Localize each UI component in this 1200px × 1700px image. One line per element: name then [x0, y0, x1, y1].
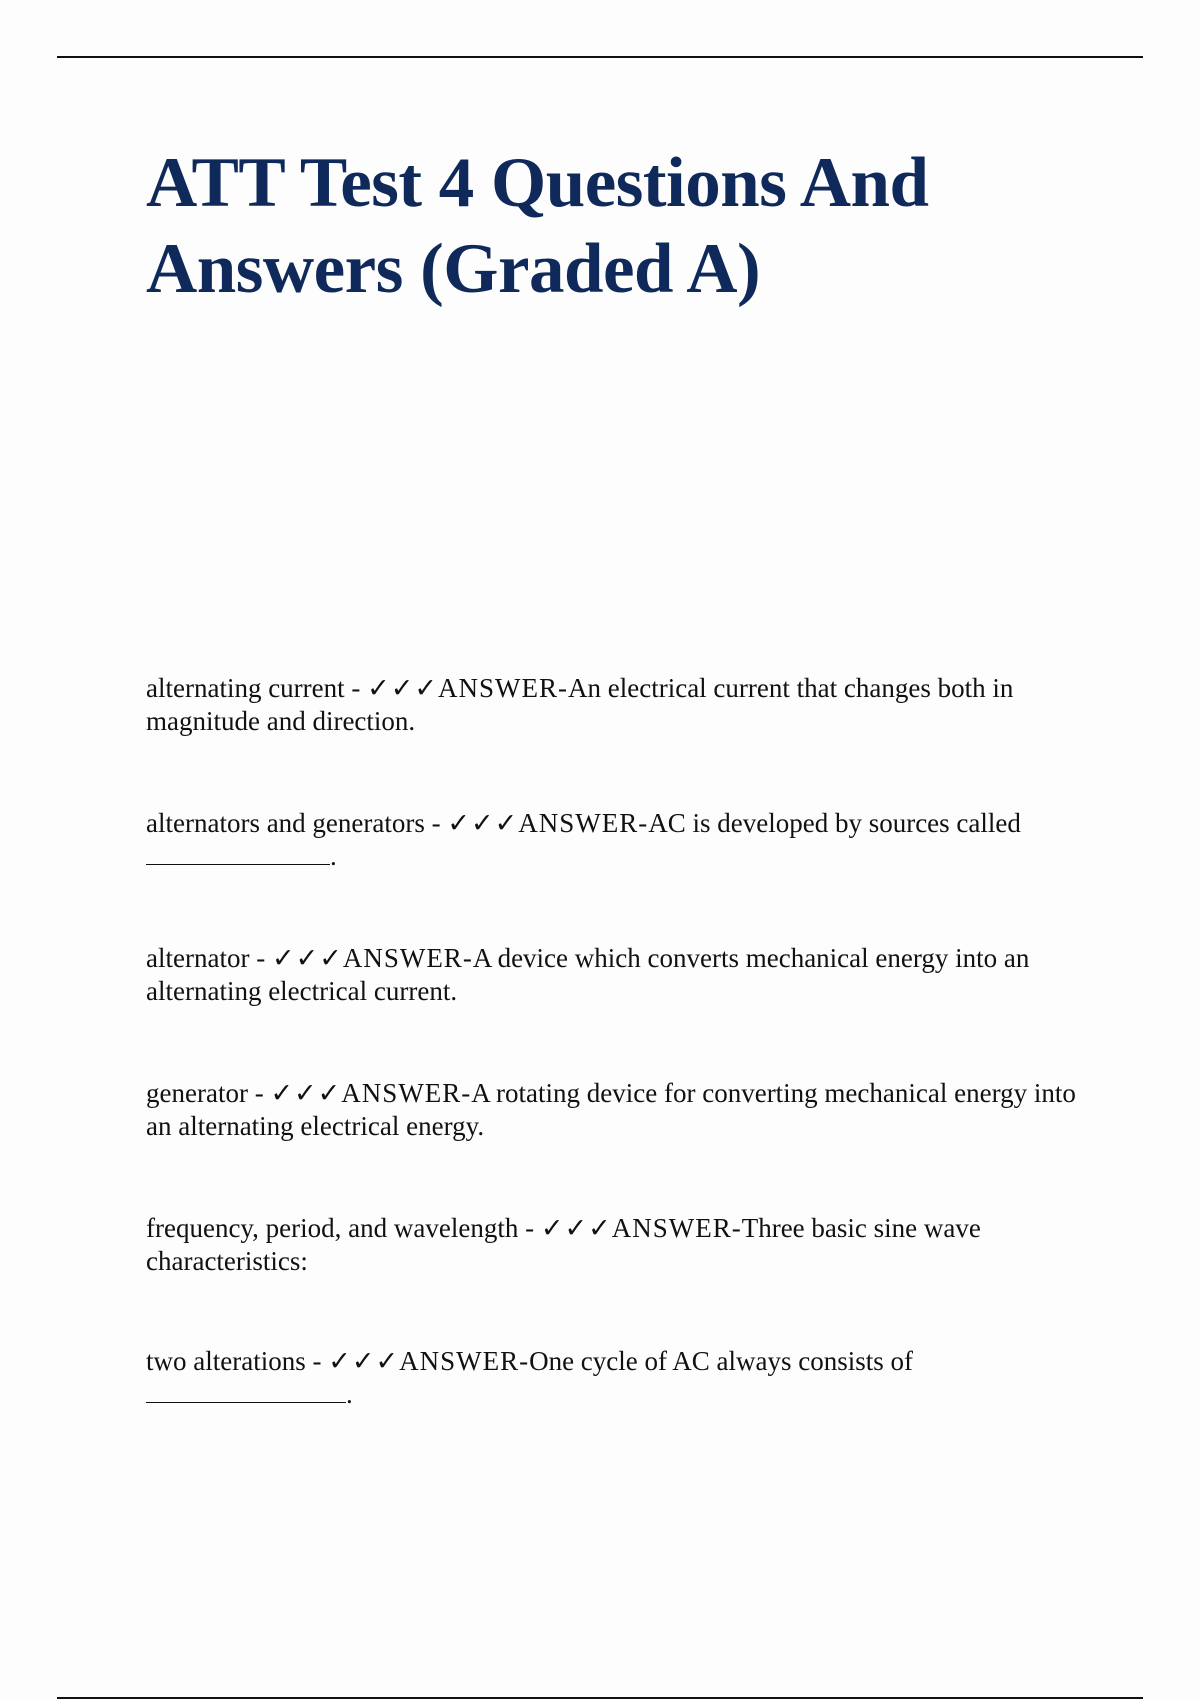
fill-in-blank	[146, 842, 330, 865]
qa-item-alternating-current: alternating current - ✓✓✓ANSWER-An electrical current that changes both in magnitude and direction.	[146, 673, 1014, 736]
qa-answer: One cycle of AC always consists of	[529, 1346, 913, 1376]
answer-marker: ✓✓✓ANSWER-	[540, 1213, 742, 1243]
document-title: ATT Test 4 Questions And Answers (Graded A)	[146, 144, 929, 308]
qa-item-generator: generator - ✓✓✓ANSWER-A rotating device for converting mechanical energy into an alternating electrical energy.	[146, 1078, 1076, 1141]
qa-term: alternator	[146, 943, 250, 973]
qa-suffix: .	[330, 841, 337, 871]
qa-answer: Three basic sine wave characteristics:	[146, 1213, 981, 1276]
qa-answer: AC is developed by sources called	[648, 808, 1021, 838]
qa-answer: A device which converts mechanical energy into an alternating electrical current.	[146, 943, 1030, 1006]
qa-answer: An electrical current that changes both in magnitude and direction.	[146, 673, 1014, 736]
qa-term: alternating current	[146, 673, 345, 703]
qa-term: generator	[146, 1078, 248, 1108]
fill-in-blank	[146, 1380, 346, 1403]
top-rule	[57, 56, 1143, 58]
qa-term: two alterations	[146, 1346, 306, 1376]
qa-item-sine-wave-characteristics: frequency, period, and wavelength - ✓✓✓ANSWER-Three basic sine wave characteristics:	[146, 1213, 981, 1276]
qa-item-two-alterations: two alterations - ✓✓✓ANSWER-One cycle of AC always consists of .	[146, 1346, 913, 1409]
qa-term: frequency, period, and wavelength	[146, 1213, 519, 1243]
qa-term: alternators and generators	[146, 808, 425, 838]
qa-item-alternator: alternator - ✓✓✓ANSWER-A device which converts mechanical energy into an alternating electrical current.	[146, 943, 1030, 1006]
answer-marker: ✓✓✓ANSWER-	[270, 1078, 472, 1108]
bottom-rule	[57, 1697, 1143, 1699]
qa-suffix: .	[346, 1379, 353, 1409]
qa-answer: A rotating device for converting mechanical energy into an alternating electrical energy.	[146, 1078, 1076, 1141]
qa-item-alternators-and-generators: alternators and generators - ✓✓✓ANSWER-AC is developed by sources called .	[146, 808, 1021, 871]
answer-marker: ✓✓✓ANSWER-	[367, 673, 569, 703]
answer-marker: ✓✓✓ANSWER-	[328, 1346, 530, 1376]
answer-marker: ✓✓✓ANSWER-	[271, 943, 473, 973]
answer-marker: ✓✓✓ANSWER-	[447, 808, 649, 838]
